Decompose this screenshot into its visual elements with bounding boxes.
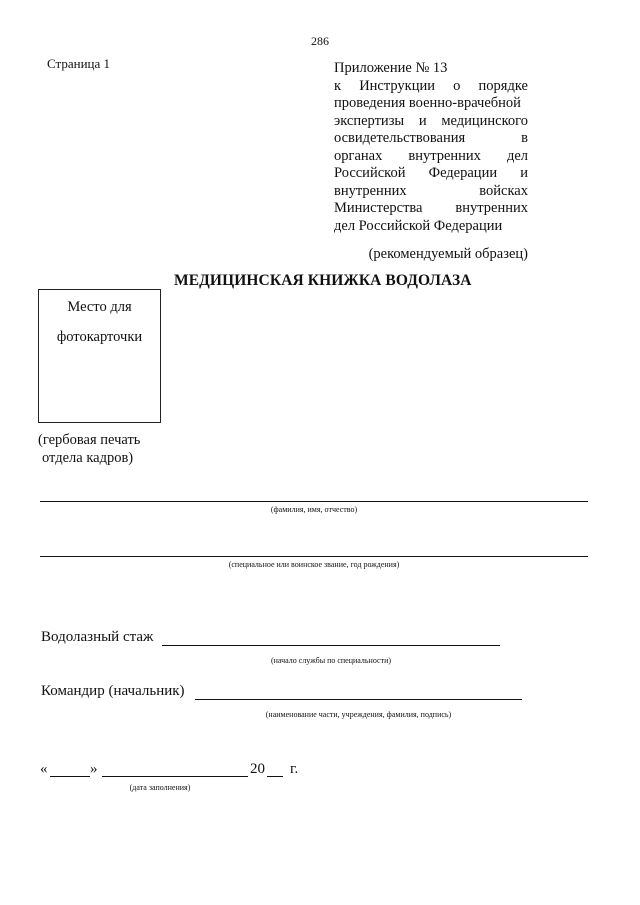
appendix-word: Министерства xyxy=(334,200,423,216)
appendix-line xyxy=(334,218,528,236)
appendix-word: о xyxy=(453,77,461,94)
diving-experience-caption: (начало службы по специальности) xyxy=(270,656,392,665)
appendix-title: Приложение № 13 xyxy=(334,60,448,76)
date-year-suffix: г. xyxy=(290,761,299,777)
appendix-line xyxy=(334,113,528,131)
date-year-line[interactable] xyxy=(267,776,283,777)
diving-experience-line[interactable] xyxy=(162,645,500,646)
appendix-line xyxy=(334,130,528,148)
recommended-sample-note: (рекомендуемый образец) xyxy=(368,246,528,262)
diving-experience-label: Водолазный стаж xyxy=(41,629,154,645)
appendix-word: освидетельствования xyxy=(334,130,466,146)
appendix-word: дел Российской Федерации xyxy=(334,217,503,234)
commander-caption: (наименование части, учреждения, фамилия, подпись) xyxy=(265,710,452,719)
rank-caption: (специальное или воинское звание, год рождения) xyxy=(228,560,400,569)
stamp-note-line2: отдела кадров) xyxy=(42,450,134,466)
appendix-line xyxy=(334,200,528,218)
appendix-word: Российской xyxy=(334,165,406,181)
appendix-word: порядке xyxy=(478,77,528,94)
date-day-line[interactable] xyxy=(50,776,90,777)
photo-placeholder xyxy=(38,289,161,423)
appendix-line xyxy=(334,148,528,166)
stamp-note-line1: (гербовая печать xyxy=(38,432,141,448)
date-month-line[interactable] xyxy=(102,776,248,777)
date-open-quote: « xyxy=(40,761,48,777)
date-close-quote: » xyxy=(90,761,98,777)
rank-line[interactable] xyxy=(40,556,588,557)
appendix-word: и xyxy=(418,112,427,129)
appendix-block xyxy=(334,60,528,235)
commander-label: Командир (начальник) xyxy=(41,683,185,699)
appendix-word: Инструкции xyxy=(359,77,436,94)
photo-placeholder-line1: Место для xyxy=(67,299,132,315)
full-name-line[interactable] xyxy=(40,501,588,502)
appendix-word: Федерации xyxy=(428,165,498,181)
appendix-line xyxy=(334,183,528,201)
appendix-line xyxy=(334,95,528,113)
appendix-word: в xyxy=(521,130,528,146)
appendix-word: дел xyxy=(506,147,528,164)
appendix-word: медицинского xyxy=(441,112,528,129)
full-name-caption: (фамилия, имя, отчество) xyxy=(270,505,358,514)
appendix-word: проведения военно-врачебной xyxy=(334,95,521,111)
appendix-word: внутренних xyxy=(455,200,528,216)
appendix-word: к xyxy=(334,77,342,94)
date-caption: (дата заполнения) xyxy=(129,783,191,792)
page-label: Страница 1 xyxy=(47,56,111,71)
appendix-word: и xyxy=(520,165,528,181)
photo-placeholder-line2: фотокарточки xyxy=(56,329,143,345)
appendix-word: экспертизы xyxy=(334,112,405,129)
date-year-prefix: 20 xyxy=(250,761,265,777)
appendix-word: войсках xyxy=(479,182,528,199)
appendix-line xyxy=(334,165,528,183)
appendix-text xyxy=(334,78,528,236)
document-title: МЕДИЦИНСКАЯ КНИЖКА ВОДОЛАЗА xyxy=(174,272,472,289)
appendix-word: органах xyxy=(334,147,383,164)
stamp-note xyxy=(38,431,140,467)
page-number: 286 xyxy=(311,34,329,48)
appendix-word: внутренних xyxy=(334,182,407,199)
commander-line[interactable] xyxy=(195,699,522,700)
appendix-word: внутренних xyxy=(408,147,481,164)
appendix-line xyxy=(334,78,528,96)
